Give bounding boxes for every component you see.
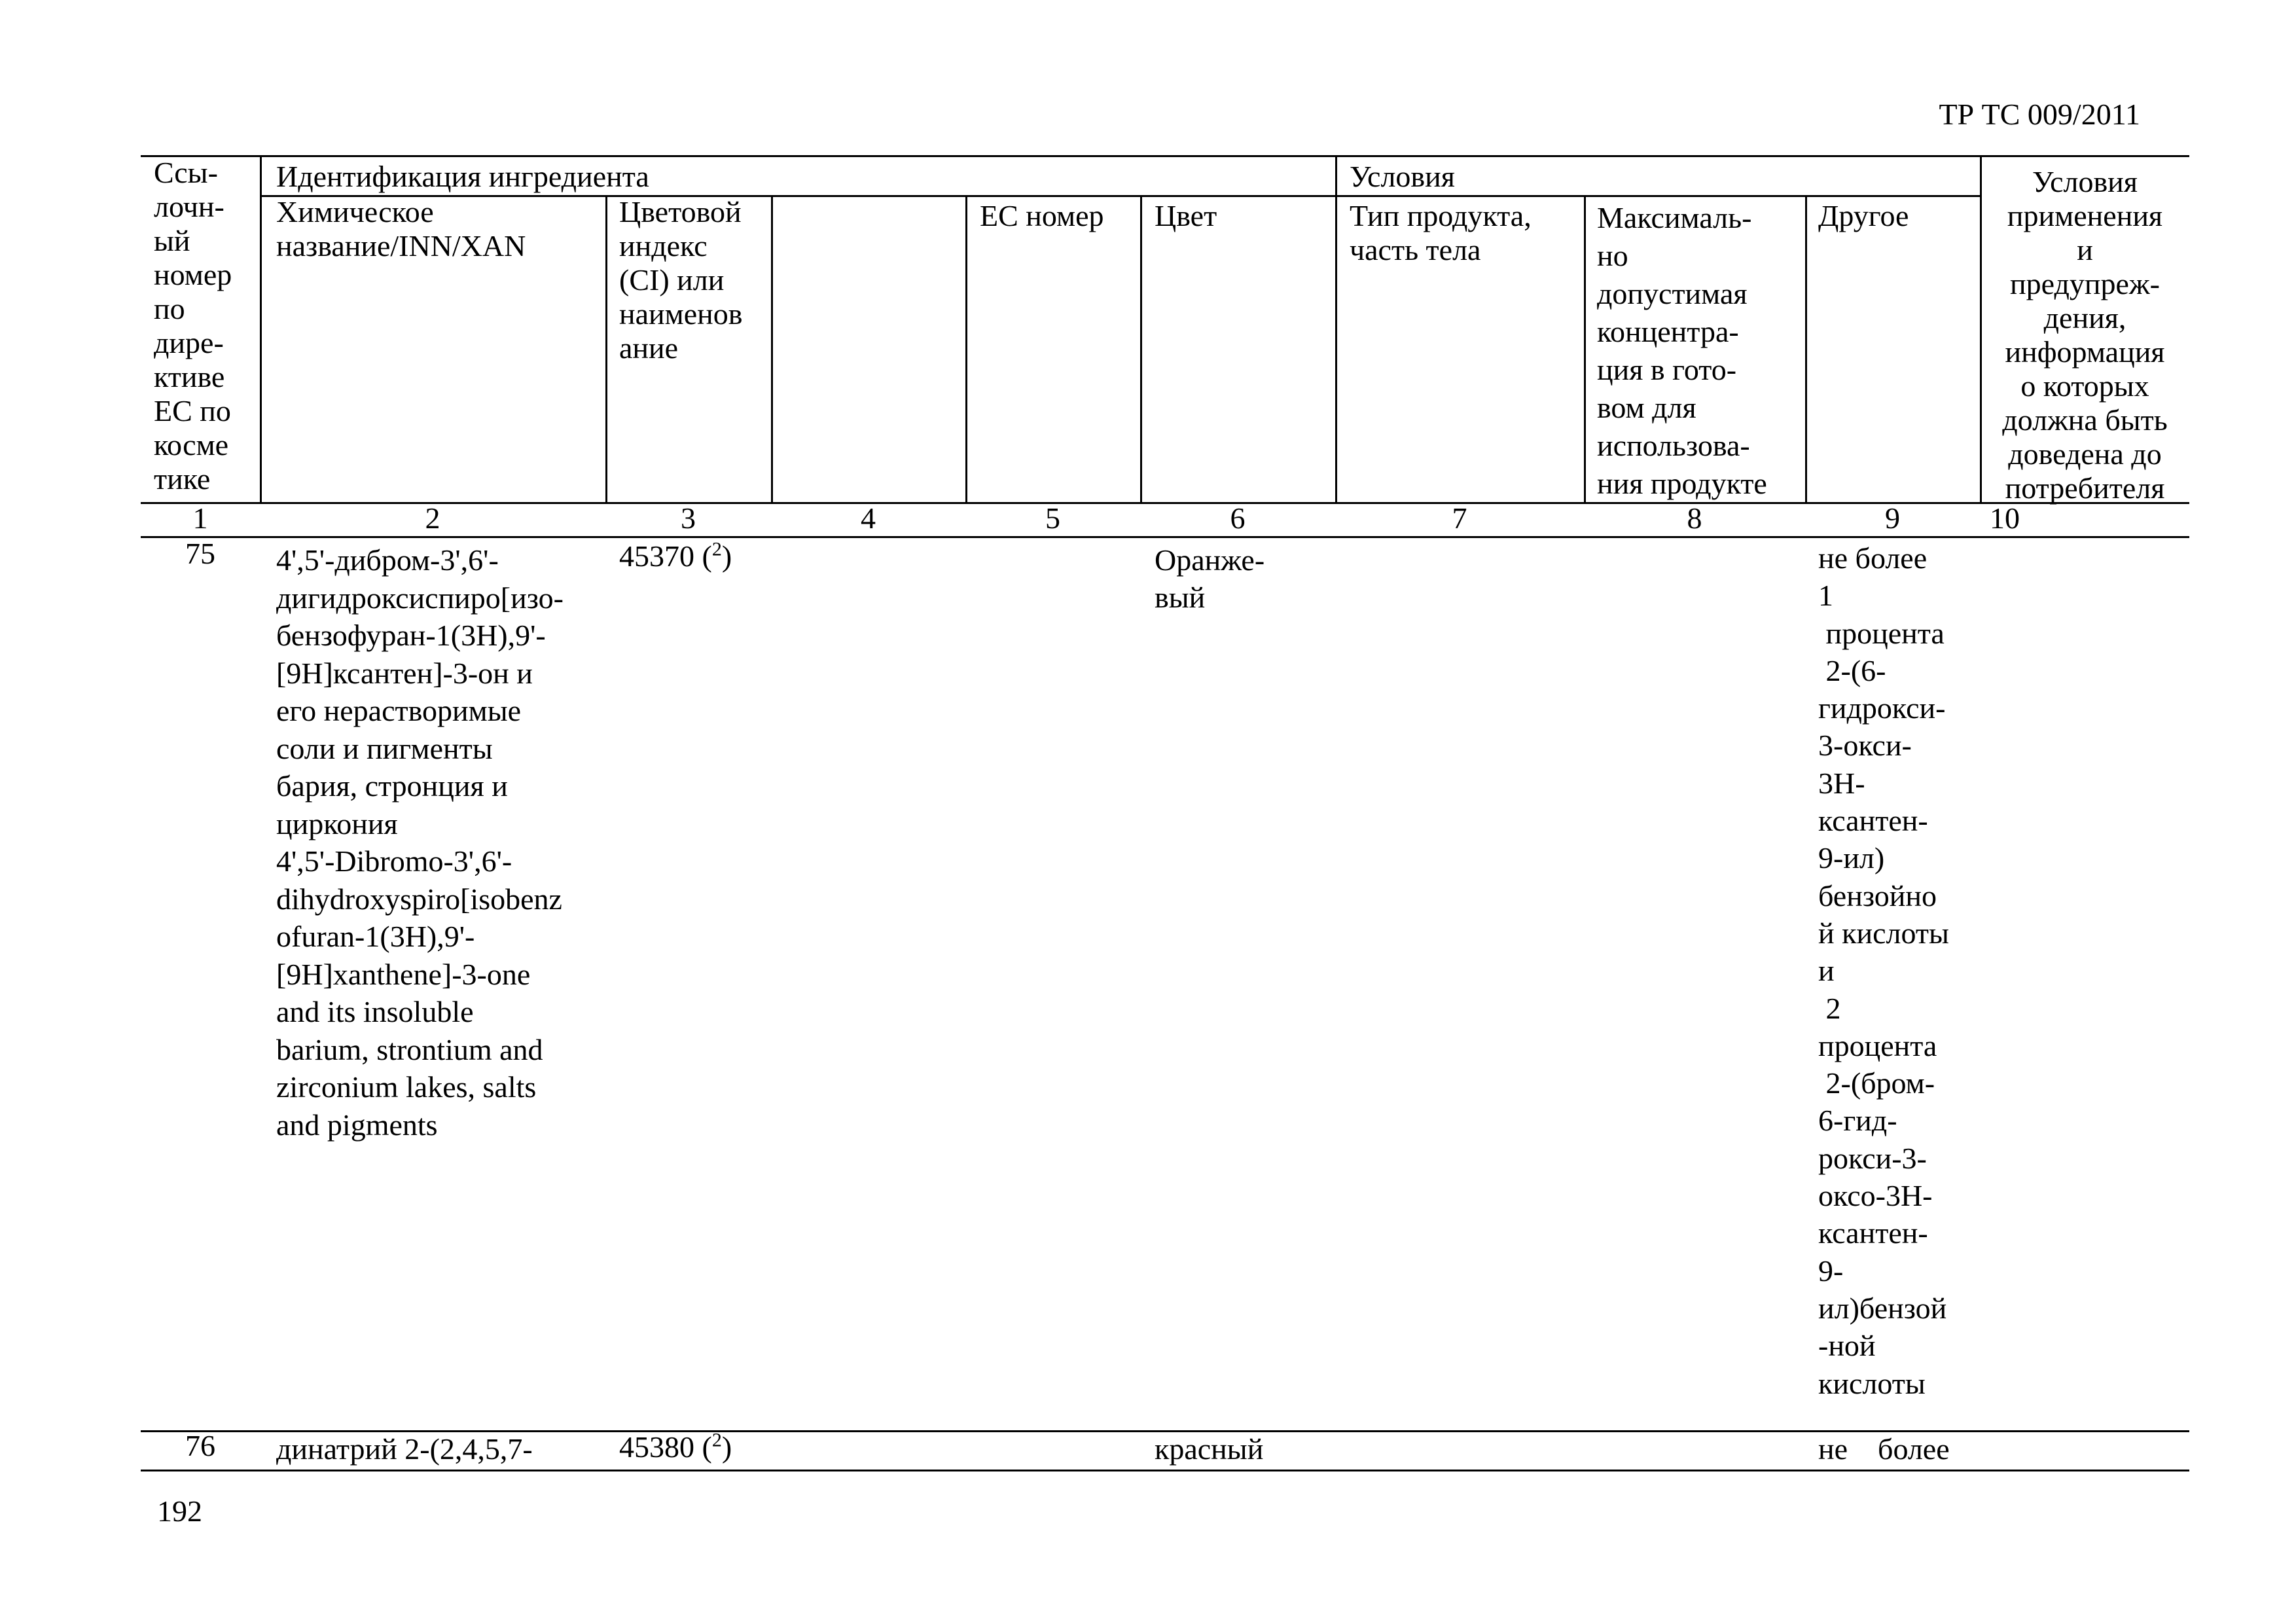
row-75-color-index: 45370 ($^2$) <box>619 538 732 573</box>
row-76-other: не более <box>1818 1432 1950 1466</box>
row-76-ref: 76 <box>185 1429 215 1462</box>
table-top-rule <box>141 155 2189 157</box>
col-divider-1 <box>260 155 262 503</box>
col-divider-2 <box>605 195 607 503</box>
page-number: 192 <box>157 1494 202 1528</box>
header-ref-number: Ссы- лочн- ый номер по дире- ктиве ЕС по косме тике <box>154 156 232 496</box>
col-divider-6 <box>1335 155 1337 503</box>
header-ingredient-identification: Идентификация ингредиента <box>276 160 649 193</box>
column-number: 10 <box>1990 501 2020 535</box>
col-divider-8 <box>1805 195 1807 503</box>
row-76-chemical-name: динатрий 2-(2,4,5,7- <box>276 1432 533 1466</box>
row-75-color: Оранже- вый <box>1155 543 1265 614</box>
col-divider-4 <box>965 195 967 503</box>
col-divider-7 <box>1584 195 1586 503</box>
column-number: 7 <box>1452 501 1467 535</box>
row-75-chemical-name: 4',5'-дибром-3',6'- дигидроксиспиро[изо- бензофуран-1(3Н),9'- [9Н]ксантен]-3-он и его нерастворимые соли и пигменты бария, стронция и циркония 4',5'-Dibromo-3',6'- dihydroxyspiro[isobenz ofuran-1(3H),9'- [9H]xanthene]-3-one and its insoluble barium, strontium and zirconium lakes, salts and pigments <box>276 543 564 1142</box>
header-chemical-name: Химическое название/INN/XAN <box>276 195 526 262</box>
header-color: Цвет <box>1155 199 1217 232</box>
header-color-index: Цветовой индекс (CI) или наименов ание <box>619 195 743 365</box>
header-conditions: Условия <box>1350 160 1455 193</box>
col-divider-3 <box>771 195 773 503</box>
document-code: ТР ТС 009/2011 <box>1939 98 2140 131</box>
row-75-ref: 75 <box>185 537 215 570</box>
column-number: 5 <box>1045 501 1060 535</box>
row-76-color-index: 45380 ($^2$) <box>619 1429 732 1464</box>
column-number: 4 <box>861 501 876 535</box>
header-product-type: Тип продукта, часть тела <box>1350 199 1532 266</box>
subheader-rule-cond <box>1335 195 1980 197</box>
col-divider-5 <box>1140 195 1142 503</box>
row-76-color: красный <box>1155 1432 1264 1466</box>
column-number: 3 <box>681 501 696 535</box>
column-number: 6 <box>1230 501 1246 535</box>
row-75-other: не более 1 процента 2-(6- гидрокси- 3-окси- 3Н- ксантен- 9-ил) бензойно й кислоты и 2 процента 2-(бром- 6-гид- рокси-3- оксо-3Н- ксантен- 9- ил)бензой -ной кислоты <box>1818 541 1949 1400</box>
header-max-concentration: Максималь- но допустимая концентра- ция в гото- вом для использова- ния продукте <box>1597 201 1767 500</box>
colnum-bottom-rule <box>141 536 2189 538</box>
header-usage-warnings: Условия применения и предупреж- дения, информация о которых должна быть доведена до потребителя <box>2002 165 2168 505</box>
column-number: 8 <box>1687 501 1702 535</box>
header-other: Другое <box>1818 199 1909 232</box>
column-number: 1 <box>192 501 208 535</box>
column-number: 2 <box>425 501 440 535</box>
column-number: 9 <box>1885 501 1900 535</box>
row-76-bottom-rule <box>141 1470 2189 1471</box>
header-ec-number: ЕС номер <box>980 199 1104 232</box>
